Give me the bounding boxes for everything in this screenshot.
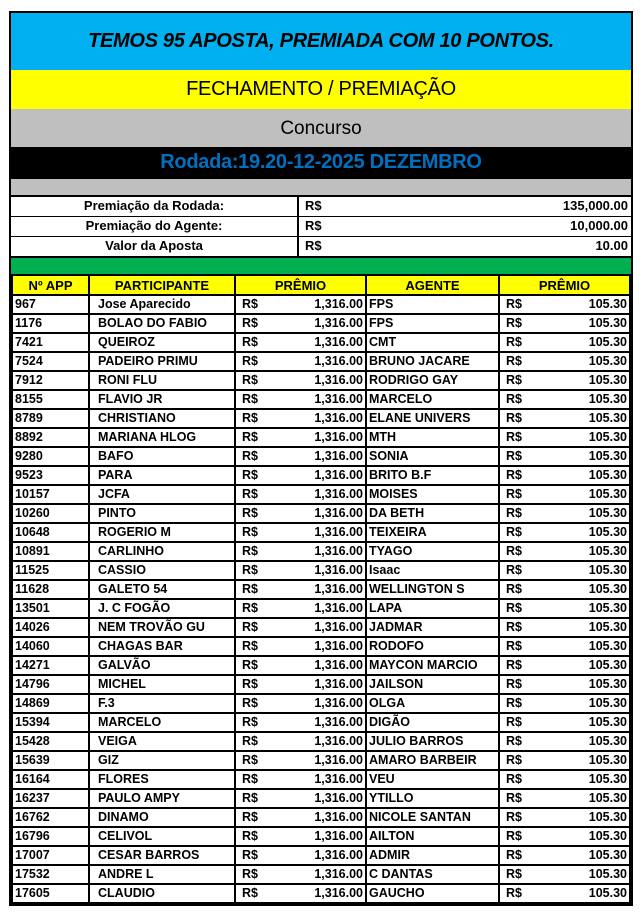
cell-agente: WELLINGTON S bbox=[366, 580, 499, 599]
table-row bbox=[12, 428, 630, 447]
cell-currency-agente: R$ bbox=[499, 808, 565, 827]
cell-agente: JAILSON bbox=[366, 675, 499, 694]
cell-premio: 1,316.00 bbox=[301, 314, 367, 333]
cell-premio: 1,316.00 bbox=[301, 827, 367, 846]
cell-app: 10157 bbox=[12, 485, 89, 504]
cell-premio-agente: 105.30 bbox=[565, 333, 631, 352]
cell-currency-agente: R$ bbox=[499, 865, 565, 884]
cell-premio: 1,316.00 bbox=[301, 295, 367, 314]
cell-agente: CMT bbox=[366, 333, 499, 352]
table-row bbox=[12, 713, 630, 732]
cell-premio-agente: 105.30 bbox=[565, 504, 631, 523]
cell-currency-agente: R$ bbox=[499, 371, 565, 390]
cell-currency-agente: R$ bbox=[499, 295, 565, 314]
table-row bbox=[12, 656, 630, 675]
cell-agente: OLGA bbox=[366, 694, 499, 713]
cell-currency-agente: R$ bbox=[499, 542, 565, 561]
cell-premio-agente: 105.30 bbox=[565, 675, 631, 694]
sheet-title: TEMOS 95 APOSTA, PREMIADA COM 10 PONTOS. bbox=[11, 13, 631, 70]
table-row bbox=[12, 390, 630, 409]
cell-agente: ADMIR bbox=[366, 846, 499, 865]
cell-premio-agente: 105.30 bbox=[565, 656, 631, 675]
cell-premio: 1,316.00 bbox=[301, 409, 367, 428]
cell-currency: R$ bbox=[235, 865, 301, 884]
cell-currency: R$ bbox=[235, 314, 301, 333]
cell-currency: R$ bbox=[235, 770, 301, 789]
cell-currency-agente: R$ bbox=[499, 694, 565, 713]
cell-currency-agente: R$ bbox=[499, 732, 565, 751]
cell-agente: DIGÃO bbox=[366, 713, 499, 732]
table-row bbox=[12, 561, 630, 580]
cell-participante: GIZ bbox=[89, 751, 235, 770]
cell-premio-agente: 105.30 bbox=[565, 884, 631, 903]
cell-currency: R$ bbox=[235, 884, 301, 903]
cell-currency-agente: R$ bbox=[499, 352, 565, 371]
table-row bbox=[12, 732, 630, 751]
table-row bbox=[12, 846, 630, 865]
cell-participante: CESAR BARROS bbox=[89, 846, 235, 865]
cell-premio: 1,316.00 bbox=[301, 580, 367, 599]
cell-participante: FLAVIO JR bbox=[89, 390, 235, 409]
cell-currency: R$ bbox=[235, 618, 301, 637]
cell-premio: 1,316.00 bbox=[301, 599, 367, 618]
cell-currency: R$ bbox=[235, 504, 301, 523]
cell-app: 7421 bbox=[12, 333, 89, 352]
cell-participante: ANDRE L bbox=[89, 865, 235, 884]
cell-currency-agente: R$ bbox=[499, 314, 565, 333]
cell-agente: DA BETH bbox=[366, 504, 499, 523]
table-row bbox=[12, 827, 630, 846]
cell-premio-agente: 105.30 bbox=[565, 827, 631, 846]
cell-app: 15394 bbox=[12, 713, 89, 732]
cell-agente: GAUCHO bbox=[366, 884, 499, 903]
table-row bbox=[12, 314, 630, 333]
cell-premio-agente: 105.30 bbox=[565, 371, 631, 390]
cell-agente: MAYCON MARCIO bbox=[366, 656, 499, 675]
cell-premio-agente: 105.30 bbox=[565, 409, 631, 428]
table-row bbox=[12, 466, 630, 485]
cell-currency: R$ bbox=[235, 732, 301, 751]
table-row bbox=[12, 504, 630, 523]
cell-premio-agente: 105.30 bbox=[565, 789, 631, 808]
cell-currency-agente: R$ bbox=[499, 485, 565, 504]
col-header-premio-agente: PRÊMIO bbox=[499, 275, 630, 295]
table-row bbox=[12, 409, 630, 428]
cell-app: 14026 bbox=[12, 618, 89, 637]
cell-currency: R$ bbox=[235, 409, 301, 428]
cell-participante: CASSIO bbox=[89, 561, 235, 580]
spacer-row bbox=[11, 179, 631, 197]
cell-app: 8892 bbox=[12, 428, 89, 447]
info-currency: R$ bbox=[305, 218, 322, 233]
cell-app: 9523 bbox=[12, 466, 89, 485]
cell-currency: R$ bbox=[235, 751, 301, 770]
cell-participante: PAULO AMPY bbox=[89, 789, 235, 808]
cell-currency: R$ bbox=[235, 675, 301, 694]
cell-currency: R$ bbox=[235, 352, 301, 371]
cell-currency: R$ bbox=[235, 295, 301, 314]
cell-participante: MARCELO bbox=[89, 713, 235, 732]
cell-currency-agente: R$ bbox=[499, 751, 565, 770]
cell-currency: R$ bbox=[235, 808, 301, 827]
cell-currency-agente: R$ bbox=[499, 637, 565, 656]
cell-currency-agente: R$ bbox=[499, 409, 565, 428]
cell-app: 14060 bbox=[12, 637, 89, 656]
cell-premio: 1,316.00 bbox=[301, 656, 367, 675]
table-row bbox=[12, 352, 630, 371]
cell-participante: MARIANA HLOG bbox=[89, 428, 235, 447]
cell-app: 17605 bbox=[12, 884, 89, 903]
cell-premio-agente: 105.30 bbox=[565, 485, 631, 504]
col-header-agente: AGENTE bbox=[366, 275, 499, 295]
cell-premio-agente: 105.30 bbox=[565, 352, 631, 371]
cell-currency: R$ bbox=[235, 694, 301, 713]
cell-currency-agente: R$ bbox=[499, 428, 565, 447]
cell-app: 9280 bbox=[12, 447, 89, 466]
cell-premio-agente: 105.30 bbox=[565, 580, 631, 599]
cell-agente: FPS bbox=[366, 314, 499, 333]
cell-agente: RODOFO bbox=[366, 637, 499, 656]
table-row bbox=[12, 333, 630, 352]
cell-premio-agente: 105.30 bbox=[565, 713, 631, 732]
cell-agente: TYAGO bbox=[366, 542, 499, 561]
cell-premio-agente: 105.30 bbox=[565, 618, 631, 637]
info-label: Premiação do Agente: bbox=[11, 217, 299, 236]
cell-app: 8789 bbox=[12, 409, 89, 428]
cell-agente: MOISES bbox=[366, 485, 499, 504]
cell-premio-agente: 105.30 bbox=[565, 865, 631, 884]
cell-participante: J. C FOGÃO bbox=[89, 599, 235, 618]
cell-premio-agente: 105.30 bbox=[565, 599, 631, 618]
table-row bbox=[12, 865, 630, 884]
cell-premio-agente: 105.30 bbox=[565, 447, 631, 466]
info-label: Valor da Aposta bbox=[11, 237, 299, 256]
cell-app: 14271 bbox=[12, 656, 89, 675]
info-row-premiacao-rodada bbox=[11, 197, 631, 216]
cell-currency-agente: R$ bbox=[499, 884, 565, 903]
cell-premio: 1,316.00 bbox=[301, 428, 367, 447]
cell-participante: DINAMO bbox=[89, 808, 235, 827]
cell-currency-agente: R$ bbox=[499, 656, 565, 675]
cell-app: 14869 bbox=[12, 694, 89, 713]
info-label: Premiação da Rodada: bbox=[11, 197, 299, 216]
cell-premio: 1,316.00 bbox=[301, 390, 367, 409]
cell-participante: PARA bbox=[89, 466, 235, 485]
cell-premio-agente: 105.30 bbox=[565, 637, 631, 656]
table-row bbox=[12, 523, 630, 542]
cell-premio-agente: 105.30 bbox=[565, 770, 631, 789]
cell-app: 17532 bbox=[12, 865, 89, 884]
cell-participante: CARLINHO bbox=[89, 542, 235, 561]
cell-currency-agente: R$ bbox=[499, 770, 565, 789]
cell-app: 967 bbox=[12, 295, 89, 314]
cell-premio: 1,316.00 bbox=[301, 675, 367, 694]
cell-currency-agente: R$ bbox=[499, 580, 565, 599]
cell-currency: R$ bbox=[235, 656, 301, 675]
cell-premio: 1,316.00 bbox=[301, 466, 367, 485]
cell-currency-agente: R$ bbox=[499, 713, 565, 732]
cell-premio-agente: 105.30 bbox=[565, 314, 631, 333]
cell-agente: MARCELO bbox=[366, 390, 499, 409]
cell-currency: R$ bbox=[235, 789, 301, 808]
table-row bbox=[12, 770, 630, 789]
cell-agente: RODRIGO GAY bbox=[366, 371, 499, 390]
cell-participante: NEM TROVÃO GU bbox=[89, 618, 235, 637]
cell-currency-agente: R$ bbox=[499, 447, 565, 466]
table-row bbox=[12, 599, 630, 618]
cell-participante: CHAGAS BAR bbox=[89, 637, 235, 656]
cell-agente: BRITO B.F bbox=[366, 466, 499, 485]
cell-premio: 1,316.00 bbox=[301, 542, 367, 561]
cell-premio: 1,316.00 bbox=[301, 865, 367, 884]
table-row bbox=[12, 542, 630, 561]
cell-participante: GALETO 54 bbox=[89, 580, 235, 599]
prize-sheet bbox=[9, 11, 633, 906]
cell-premio-agente: 105.30 bbox=[565, 846, 631, 865]
cell-agente: JADMAR bbox=[366, 618, 499, 637]
info-value: 10.00 bbox=[595, 238, 628, 253]
cell-agente: MTH bbox=[366, 428, 499, 447]
cell-currency-agente: R$ bbox=[499, 846, 565, 865]
cell-agente: JULIO BARROS bbox=[366, 732, 499, 751]
table-row bbox=[12, 580, 630, 599]
cell-currency: R$ bbox=[235, 371, 301, 390]
cell-app: 17007 bbox=[12, 846, 89, 865]
cell-agente: YTILLO bbox=[366, 789, 499, 808]
cell-premio: 1,316.00 bbox=[301, 770, 367, 789]
cell-currency-agente: R$ bbox=[499, 504, 565, 523]
cell-currency-agente: R$ bbox=[499, 618, 565, 637]
cell-currency: R$ bbox=[235, 523, 301, 542]
cell-currency: R$ bbox=[235, 827, 301, 846]
cell-premio: 1,316.00 bbox=[301, 447, 367, 466]
cell-app: 10648 bbox=[12, 523, 89, 542]
cell-agente: NICOLE SANTAN bbox=[366, 808, 499, 827]
cell-premio: 1,316.00 bbox=[301, 637, 367, 656]
table-row bbox=[12, 447, 630, 466]
cell-app: 1176 bbox=[12, 314, 89, 333]
cell-participante: ROGERIO M bbox=[89, 523, 235, 542]
cell-participante: BOLAO DO FABIO bbox=[89, 314, 235, 333]
cell-agente: AMARO BARBEIR bbox=[366, 751, 499, 770]
cell-premio-agente: 105.30 bbox=[565, 808, 631, 827]
table-row bbox=[12, 371, 630, 390]
table-row bbox=[12, 485, 630, 504]
cell-currency: R$ bbox=[235, 447, 301, 466]
cell-premio-agente: 105.30 bbox=[565, 295, 631, 314]
table-row bbox=[12, 694, 630, 713]
cell-participante: QUEIROZ bbox=[89, 333, 235, 352]
table-body bbox=[12, 295, 630, 903]
cell-currency: R$ bbox=[235, 390, 301, 409]
table-row bbox=[12, 295, 630, 314]
cell-premio: 1,316.00 bbox=[301, 333, 367, 352]
cell-premio: 1,316.00 bbox=[301, 694, 367, 713]
green-divider bbox=[11, 256, 631, 274]
cell-agente: Isaac bbox=[366, 561, 499, 580]
cell-premio: 1,316.00 bbox=[301, 371, 367, 390]
cell-agente: VEU bbox=[366, 770, 499, 789]
cell-premio: 1,316.00 bbox=[301, 884, 367, 903]
cell-premio: 1,316.00 bbox=[301, 732, 367, 751]
cell-premio: 1,316.00 bbox=[301, 352, 367, 371]
cell-agente: AILTON bbox=[366, 827, 499, 846]
cell-app: 16164 bbox=[12, 770, 89, 789]
cell-agente: ELANE UNIVERS bbox=[366, 409, 499, 428]
cell-currency: R$ bbox=[235, 580, 301, 599]
table-row bbox=[12, 675, 630, 694]
cell-premio-agente: 105.30 bbox=[565, 561, 631, 580]
col-header-premio: PRÊMIO bbox=[235, 275, 366, 295]
cell-currency: R$ bbox=[235, 561, 301, 580]
cell-app: 10891 bbox=[12, 542, 89, 561]
cell-participante: Jose Aparecido bbox=[89, 295, 235, 314]
cell-participante: BAFO bbox=[89, 447, 235, 466]
cell-currency-agente: R$ bbox=[499, 561, 565, 580]
cell-participante: RONI FLU bbox=[89, 371, 235, 390]
cell-currency-agente: R$ bbox=[499, 675, 565, 694]
cell-app: 7524 bbox=[12, 352, 89, 371]
cell-participante: GALVÃO bbox=[89, 656, 235, 675]
cell-currency: R$ bbox=[235, 542, 301, 561]
cell-currency-agente: R$ bbox=[499, 466, 565, 485]
cell-app: 11525 bbox=[12, 561, 89, 580]
cell-premio-agente: 105.30 bbox=[565, 390, 631, 409]
cell-app: 10260 bbox=[12, 504, 89, 523]
cell-premio-agente: 105.30 bbox=[565, 523, 631, 542]
cell-premio: 1,316.00 bbox=[301, 808, 367, 827]
cell-premio: 1,316.00 bbox=[301, 846, 367, 865]
cell-premio-agente: 105.30 bbox=[565, 732, 631, 751]
cell-currency: R$ bbox=[235, 428, 301, 447]
cell-premio-agente: 105.30 bbox=[565, 428, 631, 447]
cell-premio: 1,316.00 bbox=[301, 485, 367, 504]
cell-premio: 1,316.00 bbox=[301, 713, 367, 732]
info-block bbox=[11, 197, 631, 256]
table-row bbox=[12, 637, 630, 656]
cell-participante: VEIGA bbox=[89, 732, 235, 751]
cell-agente: LAPA bbox=[366, 599, 499, 618]
cell-participante: JCFA bbox=[89, 485, 235, 504]
cell-participante: MICHEL bbox=[89, 675, 235, 694]
cell-app: 15428 bbox=[12, 732, 89, 751]
cell-currency-agente: R$ bbox=[499, 789, 565, 808]
table-header-row bbox=[12, 275, 630, 295]
cell-premio: 1,316.00 bbox=[301, 751, 367, 770]
cell-agente: FPS bbox=[366, 295, 499, 314]
concurso-label: Concurso bbox=[11, 109, 631, 147]
cell-currency: R$ bbox=[235, 485, 301, 504]
cell-agente: TEIXEIRA bbox=[366, 523, 499, 542]
table-row bbox=[12, 808, 630, 827]
cell-currency: R$ bbox=[235, 713, 301, 732]
table-row bbox=[12, 618, 630, 637]
cell-currency-agente: R$ bbox=[499, 523, 565, 542]
cell-premio-agente: 105.30 bbox=[565, 466, 631, 485]
col-header-participante: PARTICIPANTE bbox=[89, 275, 235, 295]
winners-table bbox=[11, 274, 631, 904]
table-row bbox=[12, 789, 630, 808]
cell-app: 15639 bbox=[12, 751, 89, 770]
cell-currency: R$ bbox=[235, 333, 301, 352]
cell-currency: R$ bbox=[235, 637, 301, 656]
cell-currency: R$ bbox=[235, 846, 301, 865]
cell-app: 11628 bbox=[12, 580, 89, 599]
cell-participante: CHRISTIANO bbox=[89, 409, 235, 428]
sheet-subtitle: FECHAMENTO / PREMIAÇÃO bbox=[11, 70, 631, 109]
cell-premio: 1,316.00 bbox=[301, 789, 367, 808]
cell-app: 13501 bbox=[12, 599, 89, 618]
info-value: 135,000.00 bbox=[562, 198, 628, 213]
cell-agente: SONIA bbox=[366, 447, 499, 466]
cell-participante: CELIVOL bbox=[89, 827, 235, 846]
cell-premio: 1,316.00 bbox=[301, 618, 367, 637]
cell-currency-agente: R$ bbox=[499, 390, 565, 409]
cell-app: 8155 bbox=[12, 390, 89, 409]
cell-premio-agente: 105.30 bbox=[565, 751, 631, 770]
cell-app: 16796 bbox=[12, 827, 89, 846]
cell-premio: 1,316.00 bbox=[301, 561, 367, 580]
table-row bbox=[12, 884, 630, 903]
rodada-label: Rodada:19.20-12-2025 DEZEMBRO bbox=[11, 147, 631, 179]
cell-participante: FLORES bbox=[89, 770, 235, 789]
cell-currency: R$ bbox=[235, 466, 301, 485]
info-currency: R$ bbox=[305, 198, 322, 213]
cell-app: 16237 bbox=[12, 789, 89, 808]
col-header-app: Nº APP bbox=[12, 275, 89, 295]
info-row-valor-aposta bbox=[11, 236, 631, 256]
cell-app: 16762 bbox=[12, 808, 89, 827]
cell-premio: 1,316.00 bbox=[301, 504, 367, 523]
cell-participante: PADEIRO PRIMU bbox=[89, 352, 235, 371]
cell-app: 14796 bbox=[12, 675, 89, 694]
cell-premio-agente: 105.30 bbox=[565, 542, 631, 561]
cell-currency-agente: R$ bbox=[499, 599, 565, 618]
cell-agente: BRUNO JACARE bbox=[366, 352, 499, 371]
info-value: 10,000.00 bbox=[570, 218, 628, 233]
cell-premio: 1,316.00 bbox=[301, 523, 367, 542]
cell-participante: CLAUDIO bbox=[89, 884, 235, 903]
cell-currency: R$ bbox=[235, 599, 301, 618]
cell-premio-agente: 105.30 bbox=[565, 694, 631, 713]
cell-participante: PINTO bbox=[89, 504, 235, 523]
info-row-premiacao-agente bbox=[11, 216, 631, 236]
cell-participante: F.3 bbox=[89, 694, 235, 713]
cell-agente: C DANTAS bbox=[366, 865, 499, 884]
cell-currency-agente: R$ bbox=[499, 333, 565, 352]
table-row bbox=[12, 751, 630, 770]
cell-app: 7912 bbox=[12, 371, 89, 390]
info-currency: R$ bbox=[305, 238, 322, 253]
cell-currency-agente: R$ bbox=[499, 827, 565, 846]
